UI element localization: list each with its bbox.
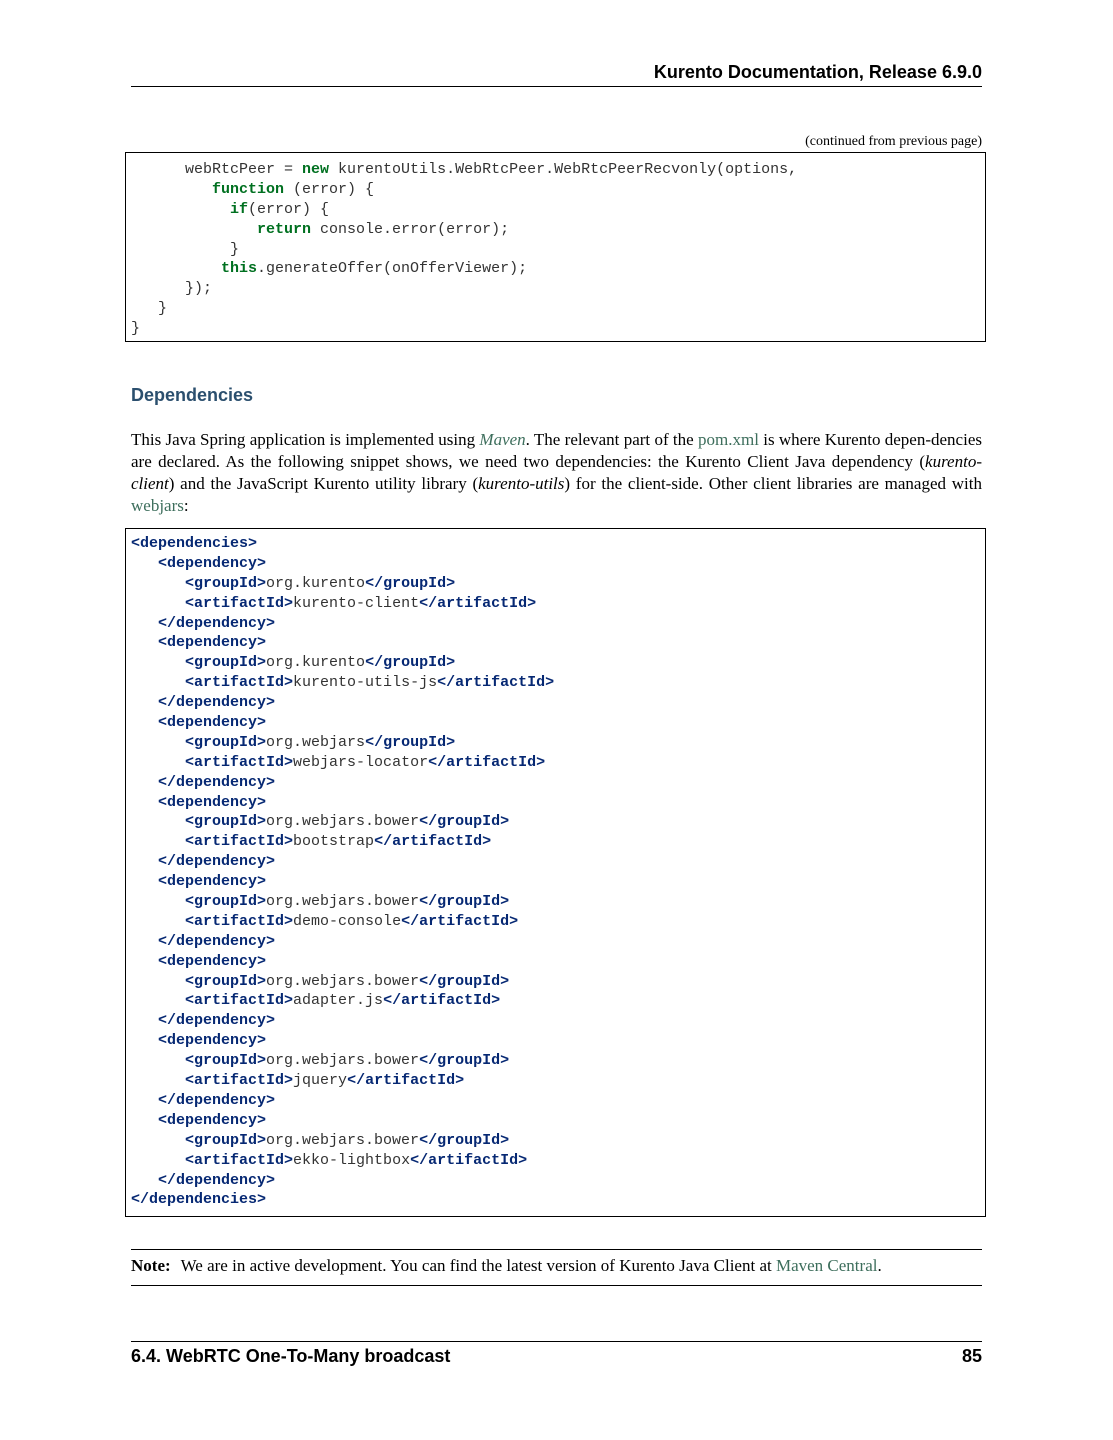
code-tag: <dependency> — [158, 1032, 267, 1050]
code-line — [126, 832, 985, 852]
code-tag: <groupId> — [185, 1052, 267, 1070]
code-tag: <artifactId> — [185, 912, 294, 930]
code-line — [126, 852, 985, 872]
section-heading: Dependencies — [131, 385, 254, 405]
code-line — [126, 753, 985, 773]
code-text: webRtcPeer = — [131, 161, 303, 178]
code-line — [126, 1011, 985, 1031]
code-text — [131, 953, 158, 970]
code-text — [131, 893, 185, 910]
code-line — [126, 259, 985, 279]
code-tag: <artifactId> — [185, 674, 294, 692]
code-text — [131, 555, 158, 572]
code-text — [131, 1052, 185, 1069]
code-line — [126, 319, 985, 339]
code-keyword: return — [257, 220, 312, 238]
code-tag: </artifactId> — [374, 833, 492, 851]
code-tag: </groupId> — [365, 574, 456, 592]
code-tag: <groupId> — [185, 654, 267, 672]
code-text — [131, 933, 158, 950]
code-tag: </artifactId> — [401, 912, 519, 930]
code-block-xml — [125, 528, 986, 1217]
code-text: } — [131, 320, 141, 338]
code-tag: </dependency> — [158, 853, 276, 871]
code-text: }); — [131, 280, 213, 298]
code-tag: <artifactId> — [185, 594, 294, 612]
code-text — [131, 1132, 185, 1149]
code-line — [126, 220, 985, 240]
code-tag: </dependency> — [158, 1171, 276, 1189]
kurento-utils-term: kurento-utils — [478, 474, 565, 493]
code-block-javascript — [125, 152, 986, 342]
code-tag: </dependency> — [158, 773, 276, 791]
code-line — [126, 952, 985, 972]
code-line — [126, 1111, 985, 1131]
code-line — [126, 594, 985, 614]
code-line — [126, 812, 985, 832]
code-text — [131, 595, 185, 612]
code-text: } — [131, 300, 168, 318]
code-text: org.webjars.bower — [266, 1052, 420, 1070]
code-line — [126, 1031, 985, 1051]
code-line — [126, 160, 985, 180]
code-tag: <groupId> — [185, 893, 267, 911]
code-line — [126, 240, 985, 260]
code-line — [126, 534, 985, 554]
code-tag: <dependency> — [158, 873, 267, 891]
code-tag: <artifactId> — [185, 992, 294, 1010]
code-line — [126, 279, 985, 299]
code-text — [131, 813, 185, 830]
code-line — [126, 1071, 985, 1091]
code-text: (error) { — [284, 180, 375, 198]
code-line — [126, 1091, 985, 1111]
code-text — [131, 833, 185, 850]
paragraph-text-6: : — [183, 496, 189, 515]
code-keyword: function — [212, 180, 285, 198]
code-tag: <dependency> — [158, 952, 267, 970]
code-text — [131, 853, 158, 870]
code-tag: <artifactId> — [185, 753, 294, 771]
code-line — [126, 299, 985, 319]
code-text: org.webjars — [266, 733, 366, 751]
code-tag: <artifactId> — [185, 833, 294, 851]
code-line — [126, 991, 985, 1011]
code-tag: </dependencies> — [131, 1191, 267, 1209]
body-paragraph — [131, 429, 982, 517]
code-text: kurento-utils-js — [293, 674, 438, 692]
code-line — [126, 733, 985, 753]
code-tag: </dependency> — [158, 1091, 276, 1109]
code-line — [126, 773, 985, 793]
code-text — [131, 754, 185, 771]
code-tag: <groupId> — [185, 574, 267, 592]
code-text: org.kurento — [266, 574, 366, 592]
code-tag: <dependency> — [158, 714, 267, 732]
code-text: demo-console — [293, 912, 402, 930]
code-text — [131, 694, 158, 711]
code-line — [126, 912, 985, 932]
code-text — [131, 1092, 158, 1109]
code-text — [131, 992, 185, 1009]
code-text — [131, 181, 212, 198]
code-text: ekko-lightbox — [293, 1151, 411, 1169]
code-line — [126, 200, 985, 220]
code-text: .generateOffer(onOfferViewer); — [257, 260, 528, 278]
code-line — [126, 614, 985, 634]
code-text — [131, 615, 158, 632]
code-text: adapter.js — [293, 992, 384, 1010]
note-text: We are in active development. You can find the latest version of Kurento Java Client at — [180, 1256, 776, 1275]
header-rule — [131, 86, 982, 87]
code-text — [131, 774, 158, 791]
code-text — [131, 714, 158, 731]
code-tag: <groupId> — [185, 813, 267, 831]
code-text: org.webjars.bower — [266, 813, 420, 831]
code-tag: </artifactId> — [437, 674, 555, 692]
note-label: Note: — [131, 1256, 171, 1275]
code-tag: <groupId> — [185, 733, 267, 751]
code-text: org.webjars.bower — [266, 972, 420, 990]
maven-central-link[interactable]: Maven Central — [775, 1256, 878, 1275]
code-tag: </artifactId> — [347, 1072, 465, 1090]
code-line — [126, 793, 985, 813]
code-tag: </groupId> — [365, 733, 456, 751]
code-text: org.webjars.bower — [266, 893, 420, 911]
webjars-link[interactable]: webjars — [131, 496, 184, 515]
code-text: kurentoUtils.WebRtcPeer.WebRtcPeerRecvonly(options, — [329, 161, 798, 178]
code-text — [131, 1032, 158, 1049]
code-tag: </groupId> — [419, 893, 510, 911]
code-line — [126, 673, 985, 693]
code-tag: </groupId> — [419, 813, 510, 831]
code-tag: <dependency> — [158, 1111, 267, 1129]
paragraph-text-5: ) for the client-side. Other client libraries are managed with — [564, 474, 982, 493]
code-text — [131, 201, 230, 218]
code-tag: </dependency> — [158, 614, 276, 632]
code-keyword: this — [221, 260, 258, 278]
code-tag: </artifactId> — [383, 992, 501, 1010]
code-text — [131, 1112, 158, 1129]
code-text — [131, 794, 158, 811]
code-tag: </artifactId> — [428, 753, 546, 771]
code-tag: </groupId> — [419, 1131, 510, 1149]
code-keyword: if — [230, 200, 249, 218]
code-tag: </groupId> — [419, 972, 510, 990]
code-text: (error) { — [248, 200, 330, 218]
code-tag: <dependency> — [158, 634, 267, 652]
paragraph-text-1: This Java Spring application is implemented using — [131, 430, 480, 449]
code-text — [131, 913, 185, 930]
pom-xml-link[interactable]: pom.xml — [698, 430, 759, 449]
code-line — [126, 892, 985, 912]
code-text — [131, 575, 185, 592]
continued-note: (continued from previous page) — [805, 134, 982, 149]
note-end: . — [877, 1256, 882, 1275]
code-tag: <artifactId> — [185, 1072, 294, 1090]
code-tag: <dependency> — [158, 554, 267, 572]
code-line — [126, 1171, 985, 1191]
code-text — [131, 674, 185, 691]
code-tag: </artifactId> — [419, 594, 537, 612]
code-text: org.webjars.bower — [266, 1131, 420, 1149]
paragraph-text-3: is where Kurento depen-dencies are declared. As the following snippet shows, we need two dependencies: the Kurento Client Java dependency ( — [131, 430, 982, 471]
code-line — [126, 633, 985, 653]
note-top-rule — [131, 1249, 982, 1250]
code-tag: <groupId> — [185, 972, 267, 990]
code-text: kurento-client — [293, 594, 420, 612]
code-line — [126, 180, 985, 200]
code-text — [131, 1152, 185, 1169]
code-line — [126, 1151, 985, 1171]
code-text — [131, 873, 158, 890]
code-tag: </groupId> — [419, 1052, 510, 1070]
footer-section-title: 6.4. WebRTC One-To-Many broadcast — [131, 1346, 451, 1366]
code-keyword: new — [302, 161, 330, 178]
code-line — [126, 1131, 985, 1151]
note-admonition — [131, 1255, 982, 1277]
code-text — [131, 1172, 158, 1189]
code-line — [126, 1051, 985, 1071]
code-line — [126, 872, 985, 892]
code-text — [131, 634, 158, 651]
code-tag: </groupId> — [365, 654, 456, 672]
code-tag: <artifactId> — [185, 1151, 294, 1169]
page-number: 85 — [961, 1346, 982, 1366]
code-tag: </dependency> — [158, 1012, 276, 1030]
code-line — [126, 932, 985, 952]
code-text: } — [131, 240, 240, 258]
code-text — [131, 973, 185, 990]
code-text: bootstrap — [293, 833, 375, 851]
code-text — [131, 221, 257, 238]
code-text — [131, 734, 185, 751]
code-line — [126, 653, 985, 673]
code-tag: </dependency> — [158, 932, 276, 950]
code-tag: </artifactId> — [410, 1151, 528, 1169]
kurento-client-term: kurento-client — [131, 452, 982, 493]
code-line — [126, 693, 985, 713]
code-tag: </dependency> — [158, 694, 276, 712]
code-tag: <dependency> — [158, 793, 267, 811]
code-line — [126, 1190, 985, 1210]
code-text: console.error(error); — [311, 220, 510, 238]
footer-rule — [131, 1341, 982, 1342]
code-line — [126, 554, 985, 574]
code-line — [126, 972, 985, 992]
paragraph-text-4: ) and the JavaScript Kurento utility library ( — [168, 474, 479, 493]
code-tag: <dependencies> — [131, 535, 258, 552]
paragraph-text-2: . The relevant part of the — [525, 430, 699, 449]
code-line — [126, 713, 985, 733]
code-text: jquery — [293, 1072, 348, 1090]
running-header: Kurento Documentation, Release 6.9.0 — [653, 62, 982, 82]
code-tag: <groupId> — [185, 1131, 267, 1149]
code-text — [131, 654, 185, 671]
code-line — [126, 574, 985, 594]
code-text — [131, 1072, 185, 1089]
code-text: webjars-locator — [293, 753, 429, 771]
code-text — [131, 260, 221, 277]
maven-link[interactable]: Maven — [479, 430, 526, 449]
code-text: org.kurento — [266, 654, 366, 672]
code-text — [131, 1012, 158, 1029]
note-bottom-rule — [131, 1285, 982, 1286]
